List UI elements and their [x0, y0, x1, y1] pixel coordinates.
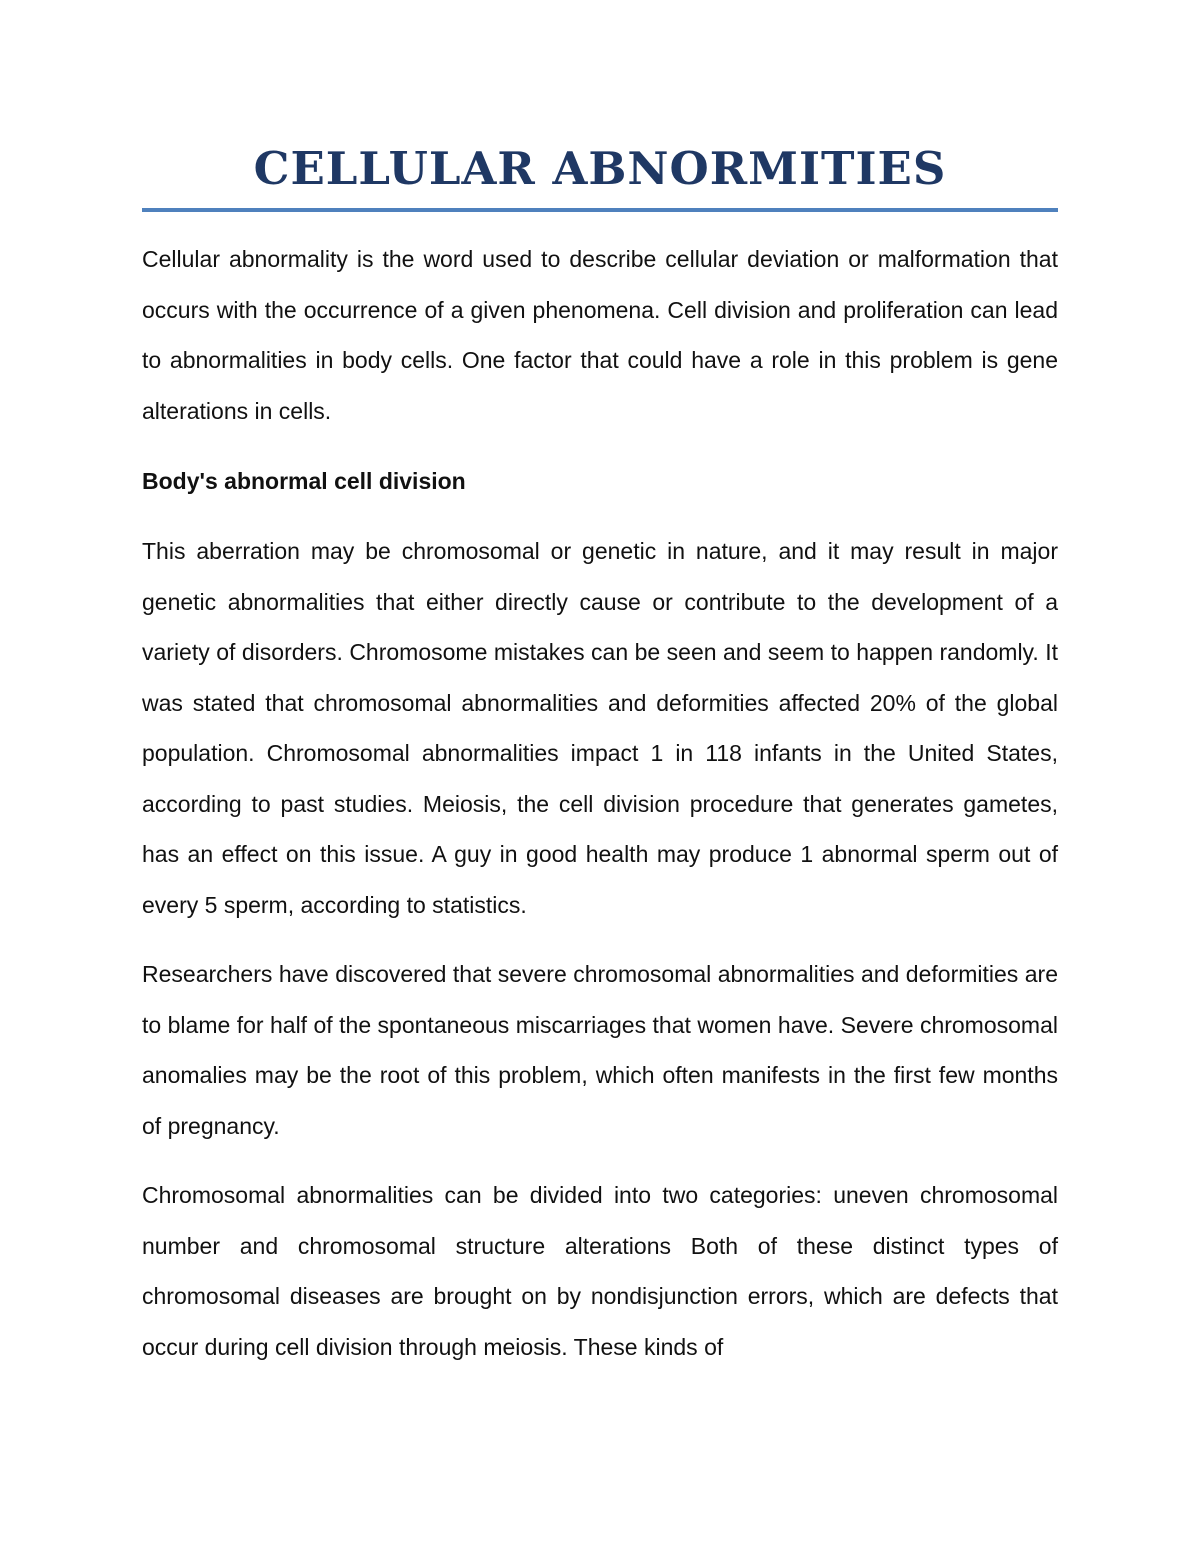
body-paragraph-3: Chromosomal abnormalities can be divided into two categories: uneven chromosomal number and chromosomal structure alterations Both of these distinct types of chromosomal diseases are brought on by nondisjunction errors, which are defects that occur during cell division through meiosis. These kinds of [142, 1182, 1058, 1360]
intro-paragraph: Cellular abnormality is the word used to describe cellular deviation or malformation that occurs with the occurrence of a given phenomena. Cell division and proliferation can lead to abnormalities in body cells. One factor that could have a role in this problem is gene alterations in cells. [142, 246, 1058, 424]
body-paragraph-1: This aberration may be chromosomal or genetic in nature, and it may result in major genetic abnormalities that either directly cause or contribute to the development of a variety of disorders. Chromosome mistakes can be seen and seem to happen randomly. It was stated that chromosomal abnormalities and deformities affected 20% of the global population. Chromosomal abnormalities impact 1 in 118 infants in the United States, according to past studies. Meiosis, the cell division procedure that generates gametes, has an effect on this issue. A guy in good health may produce 1 abnormal sperm out of every 5 sperm, according to statistics. [142, 538, 1058, 918]
document-title: CELLULAR ABNORMITIES [142, 140, 1058, 212]
document-content [142, 140, 1058, 1372]
body-paragraph-2: Researchers have discovered that severe chromosomal abnormalities and deformities are to blame for half of the spontaneous miscarriages that women have. Severe chromosomal anomalies may be the root of this problem, which often manifests in the first few months of pregnancy. [142, 961, 1058, 1139]
section-heading: Body's abnormal cell division [142, 468, 466, 494]
